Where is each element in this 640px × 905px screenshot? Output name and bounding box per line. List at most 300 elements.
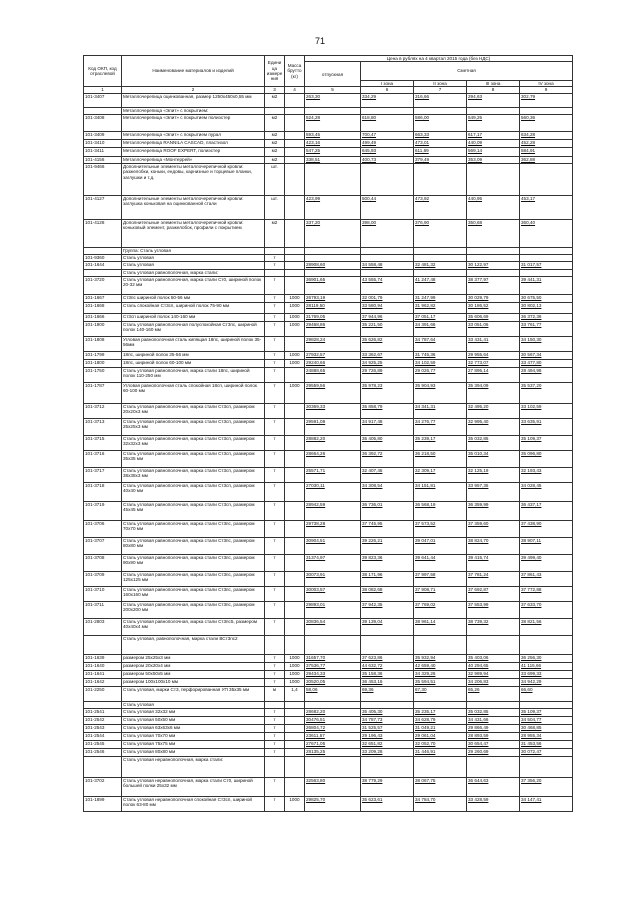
price-shipping-cell: 23611,57 <box>305 733 361 741</box>
price-shipping-cell: 30836,54 <box>305 619 361 636</box>
table-row <box>84 483 573 502</box>
price-zone1-cell: 34 558,48 <box>361 262 414 270</box>
price-zone3-cell: 33 428,59 <box>467 797 520 812</box>
code-cell: 101-1666 <box>84 314 122 322</box>
mass-cell: 1000 <box>285 663 305 671</box>
price-zone4-cell: 38 821,56 <box>520 619 573 636</box>
price-zone2-cell: 37 051,17 <box>414 314 467 322</box>
price-zone4-cell: 452,28 <box>520 140 573 148</box>
price-shipping-cell: 28664,26 <box>305 451 361 468</box>
unit-cell: т <box>265 709 285 717</box>
code-cell: 101-1900 <box>84 322 122 337</box>
name-cell: Металлочерепица RANNILA CASCAD, пластизол <box>122 140 265 148</box>
code-cell: 101-3715 <box>84 436 122 451</box>
table-row <box>84 778 573 797</box>
price-zone2-cell: 31 446,91 <box>414 749 467 757</box>
price-shipping-cell: 28908,60 <box>305 262 361 270</box>
code-cell: 101-2542 <box>84 717 122 725</box>
name-cell: Сталь угловая неравнополочная, марка стали: <box>122 757 265 778</box>
price-zone2-cell: 31 962,82 <box>414 303 467 314</box>
price-zone4-cell <box>520 164 573 196</box>
column-number: 6 <box>361 87 414 94</box>
mass-cell <box>285 196 305 220</box>
table-row <box>84 725 573 733</box>
mass-cell <box>285 741 305 749</box>
table-row <box>84 360 573 368</box>
name-cell: Сталь угловая равнополочная, марка стали Ст3сп, размером 45х45 мм <box>122 502 265 521</box>
column-number-row <box>84 87 573 94</box>
price-zone3-cell: 30 029,79 <box>467 295 520 303</box>
code-cell: 101-9466 <box>84 164 122 196</box>
code-cell: 101-2541 <box>84 709 122 717</box>
header-code: Код ОКП, код отраслевой <box>84 56 122 87</box>
code-cell: 101-1899 <box>84 797 122 812</box>
name-cell: Сталь угловая равнополочная, марка стали Ст3сп, размером 38х38х3 мм <box>122 468 265 483</box>
code-cell: 101-3407 <box>84 94 122 108</box>
header-prices: Цена в рублях на 4 квартал 2015 года (без НДС) <box>305 56 573 62</box>
unit-cell: т <box>265 352 285 360</box>
price-zone2-cell: 42 659,40 <box>414 663 467 671</box>
price-zone1-cell: 400,73 <box>361 157 414 164</box>
price-shipping-cell <box>305 636 361 655</box>
code-cell <box>84 757 122 778</box>
price-zone3-cell <box>467 255 520 262</box>
price-shipping-cell: 36901,65 <box>305 277 361 295</box>
price-zone4-cell: 37 861,43 <box>520 572 573 587</box>
price-zone3-cell: 36 359,99 <box>467 502 520 521</box>
price-zone2-cell: 67,30 <box>414 687 467 702</box>
name-cell: Сталь угловая <box>122 262 265 270</box>
unit-cell: т <box>265 619 285 636</box>
code-cell: 101-3707 <box>84 538 122 555</box>
price-zone1-cell: 39 139,04 <box>361 619 414 636</box>
price-zone4-cell: 33 761,77 <box>520 322 573 337</box>
price-zone4-cell: 37 633,70 <box>520 602 573 619</box>
price-zone4-cell: 33 477,80 <box>520 360 573 368</box>
price-zone4-cell: 39 441,31 <box>520 277 573 295</box>
price-zone3-cell: 440,95 <box>467 196 520 220</box>
unit-cell <box>265 248 285 255</box>
price-zone1-cell: 31 525,57 <box>361 725 414 733</box>
code-cell: 101-2250 <box>84 687 122 702</box>
price-zone2-cell <box>414 636 467 655</box>
price-zone1-cell: 36 392,72 <box>361 451 414 468</box>
price-zone3-cell: 32 495,20 <box>467 404 520 419</box>
column-number: 4 <box>285 87 305 94</box>
unit-cell <box>265 270 285 277</box>
price-zone2-cell: 35 235,17 <box>414 709 467 717</box>
price-zone4-cell: 66,60 <box>520 687 573 702</box>
price-shipping-cell: 29893,01 <box>305 602 361 619</box>
price-zone3-cell: 38 739,32 <box>467 619 520 636</box>
table-row <box>84 368 573 383</box>
name-cell: Дополнительные элементы металлочерепичной кровли: заглушка коньковая на оцинкованной стали <box>122 196 265 220</box>
table-row <box>84 303 573 314</box>
unit-cell: шт. <box>265 164 285 196</box>
price-zone3-cell: 35 403,06 <box>467 655 520 663</box>
table-row <box>84 220 573 248</box>
column-number: 2 <box>122 87 265 94</box>
price-zone1-cell: 29 726,89 <box>361 368 414 383</box>
column-number: 9 <box>520 87 573 94</box>
price-zone1-cell: 33 209,28 <box>361 749 414 757</box>
table-row <box>84 717 573 725</box>
table-row <box>84 404 573 419</box>
table-row <box>84 709 573 717</box>
price-zone4-cell: 33 102,59 <box>520 404 573 419</box>
unit-cell: т <box>265 741 285 749</box>
unit-cell: м2 <box>265 94 285 108</box>
mass-cell <box>285 717 305 725</box>
price-zone2-cell <box>414 248 467 255</box>
price-shipping-cell: 32563,80 <box>305 778 361 797</box>
name-cell: размером 25х25х3 мм <box>122 655 265 663</box>
price-zone4-cell <box>520 255 573 262</box>
price-zone1-cell: 38 171,96 <box>361 572 414 587</box>
code-cell: 101-2803 <box>84 619 122 636</box>
name-cell: Сталь угловая 80х80 мм <box>122 749 265 757</box>
unit-cell: т <box>265 572 285 587</box>
price-zone2-cell: 611,69 <box>414 148 467 157</box>
unit-cell <box>265 702 285 709</box>
unit-cell: т <box>265 303 285 314</box>
price-zone3-cell: 353,09 <box>467 157 520 164</box>
price-shipping-cell: 524,28 <box>305 115 361 132</box>
price-zone3-cell: 32 773,07 <box>467 360 520 368</box>
price-zone3-cell: 39 415,74 <box>467 555 520 572</box>
price-zone3-cell: 32 989,94 <box>467 671 520 679</box>
price-zone2-cell <box>414 164 467 196</box>
price-zone1-cell: 37 942,35 <box>361 602 414 619</box>
name-cell: Сталь угловая <box>122 255 265 262</box>
unit-cell: т <box>265 717 285 725</box>
unit-cell: т <box>265 383 285 404</box>
name-cell: Сталь угловая 32х32 мм <box>122 709 265 717</box>
table-row <box>84 108 573 115</box>
unit-cell: м2 <box>265 148 285 157</box>
mass-cell: 1000 <box>285 314 305 322</box>
price-zone1-cell <box>361 702 414 709</box>
code-cell: 101-1667 <box>84 295 122 303</box>
name-cell: Сталь угловая равнополочная, марка стали Ст0, шириной полок 20-32 мм <box>122 277 265 295</box>
price-zone2-cell: 379,49 <box>414 157 467 164</box>
price-zone1-cell: 618,80 <box>361 115 414 132</box>
price-shipping-cell: 30476,51 <box>305 717 361 725</box>
price-zone1-cell: 34 787,73 <box>361 717 414 725</box>
name-cell: Сталь угловая равнополочная, марка стали Ст3пс, размером 160х160 мм <box>122 587 265 602</box>
price-zone4-cell: 37 356,20 <box>520 778 573 797</box>
unit-cell: шт. <box>265 196 285 220</box>
name-cell: Сталь угловая равнополочная, марка стали Ст3пс5, размером 40х40х4 мм <box>122 619 265 636</box>
table-row <box>84 140 573 148</box>
code-cell <box>84 108 122 115</box>
price-shipping-cell <box>305 757 361 778</box>
price-zone4-cell: 34 942,29 <box>520 679 573 687</box>
price-shipping-cell <box>305 248 361 255</box>
mass-cell: 1000 <box>285 303 305 314</box>
price-zone1-cell: 37 944,96 <box>361 314 414 322</box>
price-zone4-cell: 34 028,45 <box>520 483 573 502</box>
mass-cell <box>285 483 305 502</box>
table-row <box>84 262 573 270</box>
price-zone3-cell: 34 431,66 <box>467 717 520 725</box>
price-zone1-cell: 499,49 <box>361 140 414 148</box>
price-zone4-cell: 35 109,37 <box>520 436 573 451</box>
price-zone2-cell: 35 932,94 <box>414 655 467 663</box>
price-zone3-cell: 29 260,69 <box>467 749 520 757</box>
mass-cell <box>285 733 305 741</box>
unit-cell: т <box>265 368 285 383</box>
price-zone4-cell: 34 504,77 <box>520 717 573 725</box>
unit-cell <box>265 636 285 655</box>
code-cell: 101-3410 <box>84 140 122 148</box>
code-cell: 101-1640 <box>84 663 122 671</box>
table-row <box>84 733 573 741</box>
code-cell: 101-1644 <box>84 262 122 270</box>
mass-cell: 1000 <box>285 352 305 360</box>
price-zone3-cell: 40 294,65 <box>467 663 520 671</box>
price-shipping-cell: 30369,33 <box>305 404 361 419</box>
price-zone2-cell: 34 784,70 <box>414 797 467 812</box>
price-zone4-cell: 453,17 <box>520 196 573 220</box>
code-cell <box>84 702 122 709</box>
name-cell: Металлочерепица «Монтеррей» <box>122 157 265 164</box>
name-cell: размером 20х20х4 мм <box>122 663 265 671</box>
price-shipping-cell <box>305 164 361 196</box>
table-row <box>84 157 573 164</box>
price-zone2-cell: 37 997,58 <box>414 572 467 587</box>
table-row <box>84 687 573 702</box>
name-cell: Ст3пс шириной полок 50-56 мм <box>122 295 265 303</box>
code-cell: 101-1750 <box>84 368 122 383</box>
name-cell: Дополнительные элементы металлочерепичной кровли: коньковый элемент, разжелобок, профили с покрытием <box>122 220 265 248</box>
price-zone2-cell <box>414 255 467 262</box>
price-zone2-cell: 473,01 <box>414 140 467 148</box>
table-row <box>84 383 573 404</box>
code-cell: 101-3718 <box>84 483 122 502</box>
name-cell: Сталь угловая <box>122 702 265 709</box>
price-zone2-cell: 32 481,32 <box>414 262 467 270</box>
unit-cell: м2 <box>265 140 285 148</box>
price-zone3-cell: 35 032,85 <box>467 709 520 717</box>
price-shipping-cell: 58,06 <box>305 687 361 702</box>
code-cell: 101-1639 <box>84 655 122 663</box>
mass-cell <box>285 255 305 262</box>
price-zone3-cell: 549,25 <box>467 115 520 132</box>
price-zone3-cell: 37 781,24 <box>467 572 520 587</box>
price-zone4-cell: 33 635,91 <box>520 419 573 436</box>
price-zone1-cell: 34 308,54 <box>361 483 414 502</box>
code-cell: 101-4128 <box>84 220 122 248</box>
name-cell: Металлочерепица оцинкованная, размер 1250х450х0,55 мм <box>122 94 265 108</box>
price-shipping-cell: 337,20 <box>305 220 361 248</box>
code-cell: 101-3708 <box>84 555 122 572</box>
price-zone3-cell: 35 394,09 <box>467 383 520 404</box>
price-zone1-cell: 35 623,61 <box>361 797 414 812</box>
unit-cell: т <box>265 679 285 687</box>
table-row <box>84 502 573 521</box>
price-zone3-cell: 38 377,97 <box>467 277 520 295</box>
code-cell: 101-1668 <box>84 303 122 314</box>
code-cell: 101-3710 <box>84 587 122 602</box>
price-shipping-cell: 547,25 <box>305 148 361 157</box>
price-zone1-cell: 34 925,25 <box>361 360 414 368</box>
unit-cell: т <box>265 778 285 797</box>
code-cell: 101-9360 <box>84 255 122 262</box>
mass-cell <box>285 115 305 132</box>
table-row <box>84 636 573 655</box>
price-zone3-cell: 35 606,69 <box>467 314 520 322</box>
price-zone1-cell: 39 823,36 <box>361 555 414 572</box>
column-number: 3 <box>265 87 285 94</box>
price-zone2-cell: 473,92 <box>414 196 467 220</box>
price-shipping-cell: 29240,66 <box>305 360 361 368</box>
price-shipping-cell: 31769,05 <box>305 314 361 322</box>
unit-cell: м2 <box>265 157 285 164</box>
price-zone3-cell: 32 125,19 <box>467 468 520 483</box>
mass-cell <box>285 248 305 255</box>
price-zone3-cell: 28 893,59 <box>467 733 520 741</box>
price-zone2-cell: 36 568,19 <box>414 502 467 521</box>
name-cell: Сталь угловая равнополочная, марка стали Ст3сп, размером 20х20х3 мм <box>122 404 265 419</box>
price-zone2-cell: 36 218,50 <box>414 451 467 468</box>
column-number: 7 <box>414 87 467 94</box>
price-shipping-cell: 29828,24 <box>305 337 361 352</box>
code-cell: 101-3716 <box>84 451 122 468</box>
name-cell: Сталь угловая 63х63х6 мм <box>122 725 265 733</box>
price-shipping-cell: 28135,25 <box>305 749 361 757</box>
price-zone4-cell <box>520 636 573 655</box>
mass-cell <box>285 337 305 352</box>
price-zone3-cell: 30 186,52 <box>467 303 520 314</box>
name-cell: размером 50х50х5 мм <box>122 671 265 679</box>
price-zone4-cell: 37 438,90 <box>520 521 573 538</box>
price-zone3-cell: 440,09 <box>467 140 520 148</box>
price-shipping-cell: 27671,05 <box>305 741 361 749</box>
mass-cell <box>285 555 305 572</box>
unit-cell: т <box>265 419 285 436</box>
table-row <box>84 419 573 436</box>
price-shipping-cell: 26793,19 <box>305 295 361 303</box>
header-name: Наименование материалов и изделий <box>122 56 265 87</box>
table-row <box>84 468 573 483</box>
table-row <box>84 164 573 196</box>
column-number: 5 <box>305 87 361 94</box>
unit-cell: т <box>265 797 285 812</box>
unit-cell: м2 <box>265 115 285 132</box>
unit-cell: т <box>265 322 285 337</box>
price-shipping-cell: 423,99 <box>305 196 361 220</box>
unit-cell: т <box>265 749 285 757</box>
name-cell: Угловая равнополочная сталь спокойная 18сп, шириной полок 60-100 мм <box>122 383 265 404</box>
price-zone1-cell: 398,00 <box>361 220 414 248</box>
code-cell: 101-3717 <box>84 468 122 483</box>
unit-cell: т <box>265 468 285 483</box>
price-zone3-cell: 27 895,14 <box>467 368 520 383</box>
price-shipping-cell: 25571,71 <box>305 468 361 483</box>
price-zone2-cell: 586,00 <box>414 115 467 132</box>
table-row <box>84 702 573 709</box>
name-cell: Угловая равнополочная сталь кипящая 18пс, шириной полок 35-56мм <box>122 337 265 352</box>
price-zone4-cell: 35 109,37 <box>520 709 573 717</box>
price-zone1-cell: 38 082,68 <box>361 587 414 602</box>
price-zone4-cell: 28 955,34 <box>520 733 573 741</box>
code-cell <box>84 270 122 277</box>
unit-cell <box>265 108 285 115</box>
price-zone3-cell: 30 122,97 <box>467 262 520 270</box>
price-zone1-cell: 38 779,29 <box>361 778 414 797</box>
price-zone2-cell: 38 067,75 <box>414 778 467 797</box>
code-cell: 101-1799 <box>84 352 122 360</box>
header-zone: IV зона <box>520 80 573 86</box>
price-zone1-cell: 35 158,36 <box>361 671 414 679</box>
name-cell: Сталь угловая равнополочная полуспокойная Ст3пс, шириной полок 140-160 мм <box>122 322 265 337</box>
price-zone3-cell: 29 866,49 <box>467 725 520 733</box>
price-zone1-cell: 33 580,94 <box>361 303 414 314</box>
mass-cell <box>285 108 305 115</box>
price-zone1-cell <box>361 636 414 655</box>
price-zone4-cell: 30 468,85 <box>520 725 573 733</box>
price-zone1-cell <box>361 248 414 255</box>
unit-cell: т <box>265 360 285 368</box>
table-row <box>84 602 573 619</box>
mass-cell: 1000 <box>285 322 305 337</box>
price-shipping-cell: 29468,86 <box>305 322 361 337</box>
price-zone1-cell <box>361 108 414 115</box>
unit-cell: т <box>265 733 285 741</box>
table-row <box>84 538 573 555</box>
table-row <box>84 671 573 679</box>
price-shipping-cell: 263,30 <box>305 94 361 108</box>
code-cell <box>84 248 122 255</box>
table-row <box>84 148 573 157</box>
table-row <box>84 132 573 140</box>
code-cell: 101-3713 <box>84 419 122 436</box>
code-cell <box>84 636 122 655</box>
price-zone3-cell <box>467 108 520 115</box>
table-row <box>84 337 573 352</box>
code-cell: 101-1800 <box>84 360 122 368</box>
unit-cell: т <box>265 671 285 679</box>
code-cell: 101-4127 <box>84 196 122 220</box>
name-cell: Сталь угловая неравнополочная, марка стали Ст0, шириной большей полки 25х32 мм <box>122 778 265 797</box>
price-shipping-cell: 31657,70 <box>305 655 361 663</box>
name-cell: Сталь угловая равнополочная, марка стали: <box>122 270 265 277</box>
name-cell: Сталь угловая равнополочная, марка стали Ст3пс, размером 70х70 мм <box>122 521 265 538</box>
name-cell: Металлочерепица «Элит» с покрытием пурал <box>122 132 265 140</box>
price-zone2-cell: 31 247,99 <box>414 295 467 303</box>
unit-cell: т <box>265 725 285 733</box>
code-cell: 101-2545 <box>84 741 122 749</box>
price-shipping-cell: 593,45 <box>305 132 361 140</box>
code-cell: 101-3411 <box>84 148 122 157</box>
name-cell: Сталь угловая неравнополочная спокойная Ст3сп, шириной полок 63-80 мм <box>122 797 265 812</box>
mass-cell <box>285 94 305 108</box>
price-shipping-cell <box>305 255 361 262</box>
price-zone2-cell: 34 329,26 <box>414 671 467 679</box>
code-cell: 101-3711 <box>84 602 122 619</box>
name-cell: Дополнительные элементы металлочерепичной кровли: разжелобки, коньки, ендовы, карнизные и торцевые планки, заглушки и т.д. <box>122 164 265 196</box>
price-zone2-cell: 31 049,21 <box>414 725 467 733</box>
mass-cell <box>285 220 305 248</box>
mass-cell <box>285 587 305 602</box>
price-zone3-cell: 35 032,85 <box>467 436 520 451</box>
price-zone3-cell: 33 431,41 <box>467 337 520 352</box>
price-zone3-cell: 33 957,35 <box>467 483 520 502</box>
mass-cell <box>285 538 305 555</box>
price-shipping-cell: 30073,91 <box>305 572 361 587</box>
name-cell: Ст3сп шириной полок 140-160 мм <box>122 314 265 322</box>
